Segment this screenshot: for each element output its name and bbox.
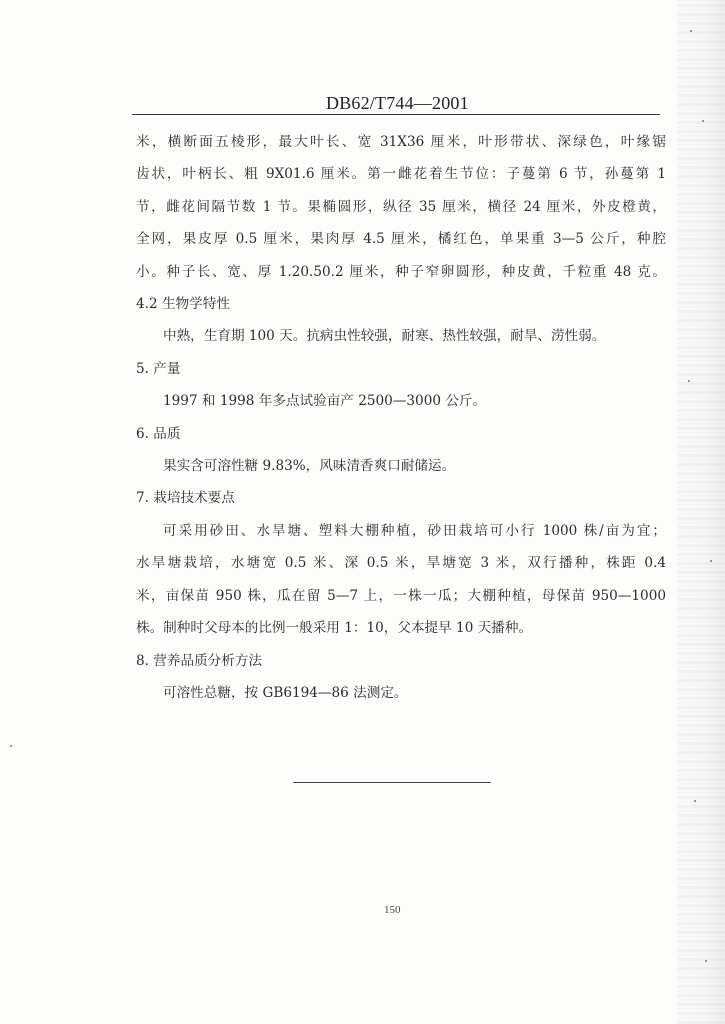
footer-rule xyxy=(293,782,491,783)
section-text-7: 株。制种时父母本的比例一般采用 1：10，父本提早 10 天播种。 xyxy=(136,620,533,637)
section-text-4-2: 中熟，生育期 100 天。抗病虫性较强，耐寒、热性较强，耐旱、涝性弱。 xyxy=(163,328,606,345)
section-heading-7: 7. 栽培技术要点 xyxy=(136,490,235,507)
body-text xyxy=(136,126,666,709)
standard-code: DB62/T744—2001 xyxy=(326,93,469,113)
section-text-6: 果实含可溶性糖 9.83%，风味清香爽口耐储运。 xyxy=(163,458,456,475)
section-heading-5: 5. 产量 xyxy=(136,360,181,377)
scan-speck xyxy=(10,745,12,747)
page-header xyxy=(132,93,660,115)
text-line: 齿状，叶柄长、粗 9X01.6 厘米。第一雌花着生节位：子蔓第 6 节，孙蔓第 1 xyxy=(136,166,666,183)
text-line: 小。种子长、宽、厚 1.20.50.2 厘米，种子窄卵圆形，种皮黄，千粒重 48 克。 xyxy=(136,263,666,280)
scan-speck xyxy=(690,30,692,32)
scan-speck xyxy=(705,960,707,962)
scan-speck xyxy=(702,120,704,122)
text-line: 米，横断面五棱形，最大叶长、宽 31X36 厘米，叶形带状、深绿色，叶缘锯 xyxy=(136,134,666,150)
section-text-5: 1997 和 1998 年多点试验亩产 2500—3000 公斤。 xyxy=(163,393,487,410)
text-line: 全网，果皮厚 0.5 厘米，果肉厚 4.5 厘米，橘红色，单果重 3—5 公斤，种腔 xyxy=(136,231,666,248)
scan-speck xyxy=(710,560,712,562)
page-number: 150 xyxy=(384,904,401,916)
section-heading-6: 6. 品质 xyxy=(136,425,181,442)
section-text-7: 可采用砂田、水旱塘、塑料大棚种植，砂田栽培可小行 1000 株/亩为宜； xyxy=(163,522,666,539)
section-heading-4-2: 4.2 生物学特性 xyxy=(136,296,230,313)
section-heading-8: 8. 营养品质分析方法 xyxy=(136,652,263,669)
scan-speck xyxy=(694,800,696,802)
section-text-7: 水旱塘栽培，水塘宽 0.5 米、深 0.5 米，旱塘宽 3 米，双行播种，株距 0.4 xyxy=(136,555,666,572)
section-text-7: 米，亩保苗 950 株，瓜在留 5—7 上，一株一瓜；大棚种植，母保苗 950—1000 xyxy=(136,587,666,604)
section-text-8: 可溶性总糖，按 GB6194—86 法测定。 xyxy=(163,684,408,701)
text-line: 节，雌花间隔节数 1 节。果椭圆形，纵径 35 厘米，横径 24 厘米，外皮橙黄， xyxy=(136,198,666,215)
scan-speck xyxy=(688,380,690,382)
scan-edge-noise xyxy=(677,0,725,1024)
header-rule xyxy=(132,114,660,115)
